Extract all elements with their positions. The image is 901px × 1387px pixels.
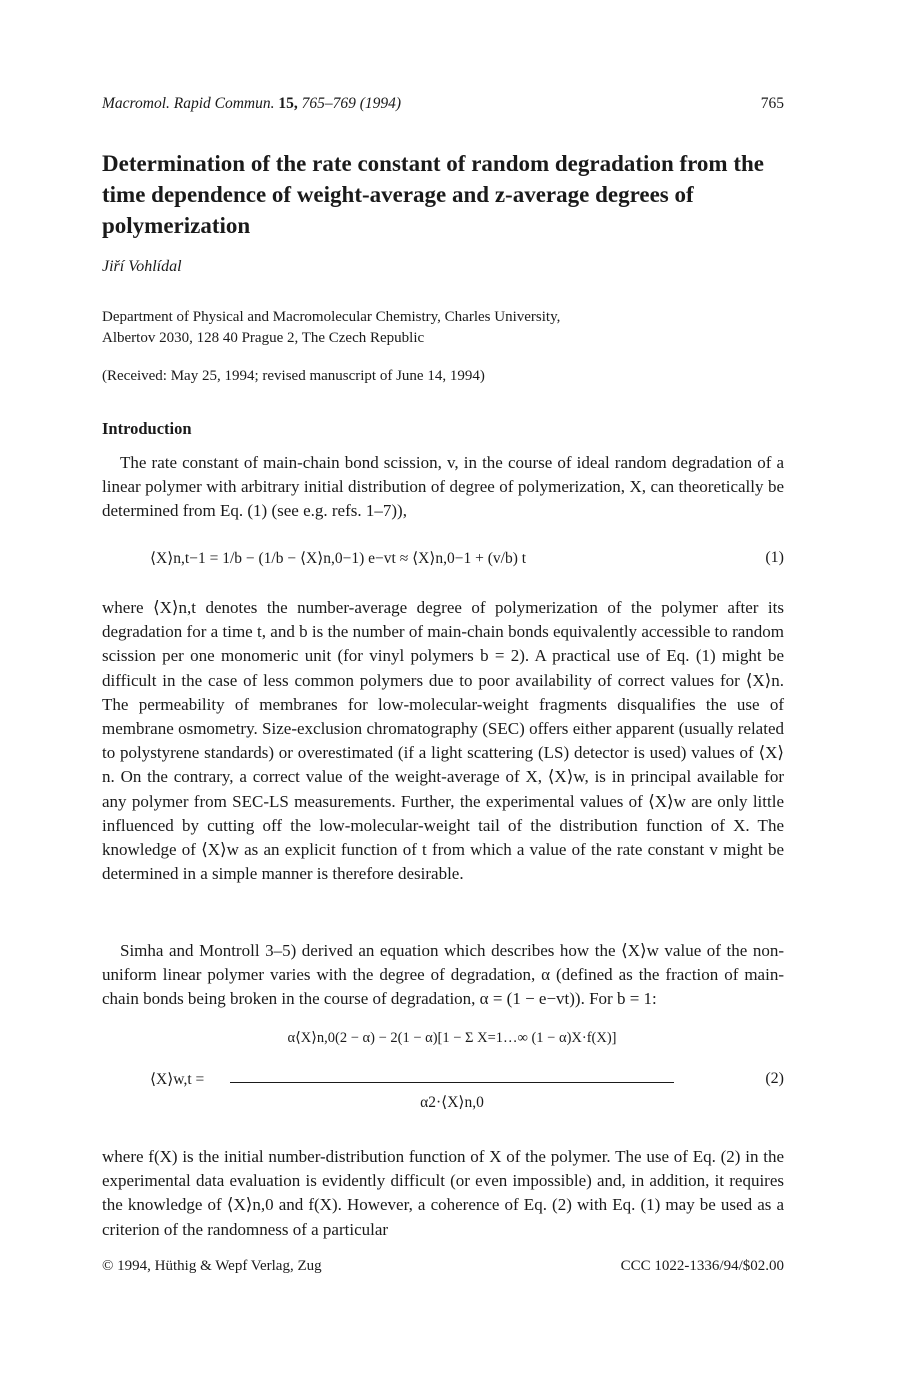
received-dates: (Received: May 25, 1994; revised manuscript of June 14, 1994) <box>102 368 485 384</box>
page-number: 765 <box>760 95 784 112</box>
equation-2-number: (2) <box>765 1070 784 1087</box>
equation-2 <box>102 1018 784 1133</box>
equation-1-number: (1) <box>765 549 784 566</box>
paragraph-2: where ⟨X⟩n,t denotes the number-average degree of polymerization of the polymer after its degradation for a time t, and b is the number of main-chain bonds equivalently accessible to random scission per one monomeric unit (for vinyl polymers b = 2). A practical use of Eq. (1) might be difficult in the case of less common polymers due to poor availability of correct values for ⟨X⟩n. The permeability of membranes for low-molecular-weight fragments disqualifies the use of membrane osmometry. Size-exclusion chromatography (SEC) offers either apparent (usually related to polystyrene standards) or overestimated (if a light scattering (LS) detector is used) values of ⟨X⟩n. On the contrary, a correct value of the weight-average of X, ⟨X⟩w, is in principal available for any polymer from SEC-LS measurements. Further, the experimental values of ⟨X⟩w are only little influenced by cutting off the low-molecular-weight tail of the distribution function of X. The knowledge of ⟨X⟩w as an explicit function of t from which a value of the rate constant v might be determined in a simple manner is therefore desirable. <box>102 598 784 884</box>
equation-1 <box>102 537 784 587</box>
ccc-code: CCC 1022-1336/94/$02.00 <box>620 1258 784 1274</box>
paper-title: Determination of the rate constant of random degradation from the time dependence of weight-average and z-average degrees of polymerization <box>102 151 765 238</box>
affiliation-line-1: Department of Physical and Macromolecular Chemistry, Charles University, <box>102 309 561 325</box>
copyright-notice: © 1994, Hüthig & Wepf Verlag, Zug <box>102 1258 322 1274</box>
running-header <box>102 95 784 117</box>
paragraph-1: The rate constant of main-chain bond scission, v, in the course of ideal random degradation of a linear polymer with arbitrary initial distribution of degree of polymerization, X, can theoretically be determined from Eq. (1) (see e.g. refs. 1–7)), <box>102 453 784 521</box>
paragraph-4: where f(X) is the initial number-distribution function of X of the polymer. The use of Eq. (2) in the experimental data evaluation is evidently difficult (or even impossible) and, in addition, it requires the knowledge of ⟨X⟩n,0 and f(X). However, a coherence of Eq. (2) with Eq. (1) may be used as a criterion of the randomness of a particular <box>102 1147 784 1239</box>
affiliation-line-2: Albertov 2030, 128 40 Prague 2, The Czech Republic <box>102 330 425 346</box>
author-name: Jiří Vohlídal <box>102 258 182 275</box>
journal-citation: Macromol. Rapid Commun. 15, 765–769 (1994) <box>102 95 402 112</box>
equation-1-lhs: ⟨X⟩n,t−1 = <box>150 550 219 567</box>
equation-1-body: 1/b − (1/b − ⟨X⟩n,0−1) e−vt ≈ ⟨X⟩n,0−1 + (v/b) t <box>222 550 527 567</box>
paragraph-3: Simha and Montroll 3–5) derived an equation which describes how the ⟨X⟩w value of the non-uniform linear polymer varies with the degree of degradation, α (defined as the fraction of main-chain bonds being broken in the course of degradation, α = (1 − e−vt)). For b = 1: <box>102 941 784 1009</box>
equation-2-fraction-bar <box>230 1082 674 1083</box>
section-heading: Introduction <box>102 419 192 438</box>
equation-2-denominator: α2·⟨X⟩n,0 <box>420 1094 484 1111</box>
equation-1-expression <box>150 549 526 568</box>
equation-2-numerator: α⟨X⟩n,0(2 − α) − 2(1 − α)[1 − Σ X=1…∞ (1 − α)X·f(X)] <box>287 1030 617 1046</box>
equation-2-lhs: ⟨X⟩w,t = <box>150 1071 205 1088</box>
affiliation <box>102 307 560 349</box>
